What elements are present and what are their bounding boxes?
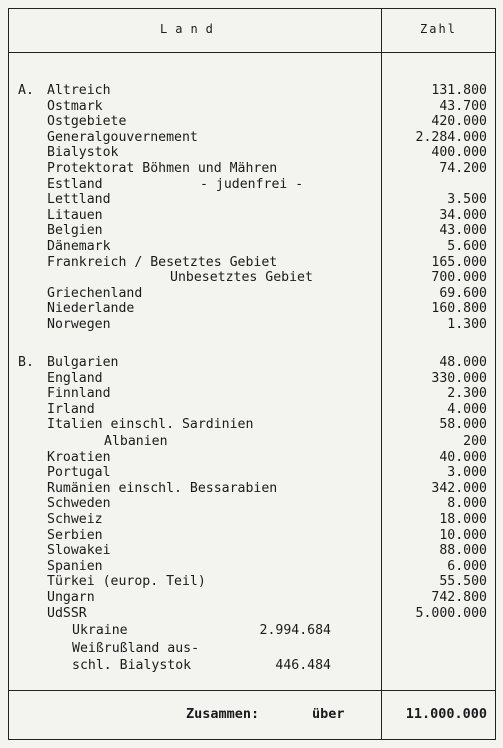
row-label: UdSSR	[47, 605, 87, 621]
row-value: 69.600	[439, 285, 487, 301]
sub-row-value: 446.484	[275, 658, 331, 674]
row-label: Italien einschl. Sardinien	[47, 417, 254, 433]
row-label: Türkei (europ. Teil)	[47, 574, 206, 590]
row-value: 3.500	[447, 192, 487, 208]
row-label: Frankreich / Besetztes Gebiet	[47, 254, 278, 270]
row-label: Kroatien	[47, 449, 111, 465]
row-label: Irland	[47, 401, 95, 417]
row-label: Ungarn	[47, 590, 95, 605]
row-label: Serbien	[47, 527, 103, 543]
header-divider	[8, 52, 496, 53]
row-value: 200	[463, 434, 487, 449]
row-label: England	[47, 370, 103, 386]
row-value: 3.000	[447, 465, 487, 481]
row-value: 34.000	[439, 207, 487, 223]
row-label: Dänemark	[47, 239, 111, 254]
row-value: 5.000.000	[415, 605, 487, 621]
row-label: Niederlande	[47, 301, 135, 317]
row-note: - judenfrei -	[200, 176, 304, 192]
total-label: Zusammen:	[186, 706, 260, 722]
row-label: Bialystok	[47, 145, 119, 161]
row-label: Lettland	[47, 192, 111, 208]
row-label: Bulgarien	[47, 355, 119, 370]
row-label: Schweiz	[47, 512, 103, 527]
row-value: 55.500	[439, 574, 487, 590]
row-label: Altreich	[47, 83, 111, 98]
row-value: 5.600	[447, 239, 487, 254]
row-label: Griechenland	[47, 285, 143, 301]
total-divider	[8, 690, 496, 691]
row-label: Litauen	[47, 207, 103, 223]
row-label: Belgien	[47, 223, 103, 239]
row-label: Ostmark	[47, 98, 103, 114]
row-label: Unbesetztes Gebiet	[170, 270, 313, 286]
section-marker-a: A.	[18, 83, 34, 98]
row-label: Slowakei	[47, 543, 111, 559]
sub-row-label: schl. Bialystok	[72, 658, 192, 674]
column-divider	[381, 8, 382, 740]
row-value: 330.000	[431, 370, 487, 386]
section-marker-b: B.	[18, 355, 34, 370]
row-value: 43.000	[439, 223, 487, 239]
sub-row-label: Weißrußland aus-	[72, 640, 200, 656]
row-label: Estland	[47, 176, 103, 192]
row-value: 40.000	[439, 449, 487, 465]
row-value: 342.000	[431, 480, 487, 496]
row-value: 700.000	[431, 270, 487, 286]
row-label: Portugal	[47, 465, 111, 481]
sub-row-label: Ukraine	[72, 623, 128, 639]
row-value: 18.000	[439, 512, 487, 527]
total-value: 11.000.000	[405, 706, 487, 722]
row-value: 742.800	[431, 590, 487, 605]
row-value: 420.000	[431, 114, 487, 130]
header-zahl: Zahl	[420, 22, 457, 36]
row-label: Protektorat Böhmen und Mähren	[47, 161, 278, 176]
total-qualifier: über	[312, 706, 345, 722]
row-label: Spanien	[47, 558, 103, 574]
row-value: 8.000	[447, 496, 487, 512]
row-value: 48.000	[439, 355, 487, 370]
row-value: 2.284.000	[415, 129, 487, 145]
header-land: Land	[160, 22, 221, 36]
row-value: 6.000	[447, 558, 487, 574]
row-value: 4.000	[447, 401, 487, 417]
row-value: 2.300	[447, 386, 487, 402]
row-value: 131.800	[431, 83, 487, 98]
row-label: Finnland	[47, 386, 111, 402]
sub-row-value: 2.994.684	[259, 623, 331, 639]
row-label: Ostgebiete	[47, 114, 127, 130]
row-label: Albanien	[104, 434, 168, 449]
row-value: 400.000	[431, 145, 487, 161]
row-value: 58.000	[439, 417, 487, 433]
row-label: Generalgouvernement	[47, 129, 198, 145]
row-value: 74.200	[439, 161, 487, 176]
row-label: Norwegen	[47, 317, 111, 332]
row-value: 88.000	[439, 543, 487, 559]
row-value: 43.700	[439, 98, 487, 114]
row-label: Rumänien einschl. Bessarabien	[47, 480, 278, 496]
row-value: 165.000	[431, 254, 487, 270]
row-value: 10.000	[439, 527, 487, 543]
row-value: 1.300	[447, 317, 487, 332]
row-value: 160.800	[431, 301, 487, 317]
row-label: Schweden	[47, 496, 111, 512]
